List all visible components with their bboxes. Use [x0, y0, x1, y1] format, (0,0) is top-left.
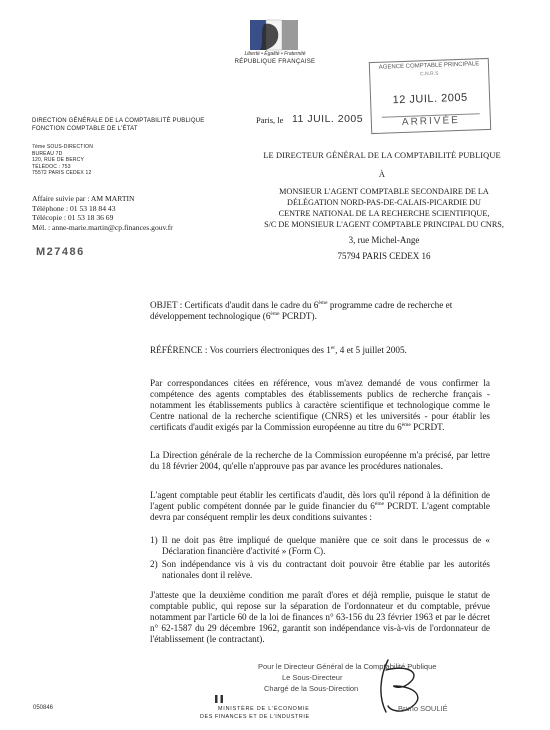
- signature-line2: Le Sous-Directeur: [282, 673, 343, 682]
- recipient-line: CENTRE NATIONAL DE LA RECHERCHE SCIENTIFIQUE,: [278, 209, 490, 218]
- sender-sub-line: 7ème SOUS-DIRECTION: [32, 144, 94, 150]
- paragraph-2: La Direction générale de la recherche de la Commission européenne m'a précisé, par lettre du 18 février 2004, qu'elle n'approuve pas par avance les procédures nationales.: [150, 450, 490, 471]
- recipient-city: 75794 PARIS CEDEX 16: [337, 251, 431, 261]
- stamp-agency: AGENCE COMPTABLE PRINCIPALE: [378, 61, 480, 71]
- objet-text1: Certificats d'audit dans le cadre du 6: [184, 300, 319, 310]
- sender-line2: FONCTION COMPTABLE DE L'ÉTAT: [32, 126, 138, 132]
- contact-line: Télécopie : 01 53 18 36 69: [32, 213, 114, 222]
- condition-1: 1) Il ne doit pas être impliqué de quelque manière que ce soit dans le processus de « Déclaration financière d'activité » (Form C).: [150, 535, 490, 556]
- paragraph-3-sup: ème: [374, 500, 385, 507]
- paragraph-1-sup: ème: [401, 421, 411, 428]
- recipient-street: 3, rue Michel-Ange: [348, 235, 420, 245]
- ministry-line2: DES FINANCES ET DE L'INDUSTRIE: [200, 714, 310, 720]
- condition-2: 2) Son indépendance vis à vis du contractant doit pouvoir être établie par les autorités nationales dont il relève.: [150, 559, 490, 580]
- paragraph-3-end: PCRDT. L'agent comptable devra par conséquent remplir les deux conditions suivantes :: [150, 501, 490, 522]
- sender-sub-line: 75572 PARIS CEDEX 12: [32, 170, 92, 176]
- recipient-line: MONSIEUR L'AGENT COMPTABLE SECONDAIRE DE LA: [279, 187, 489, 196]
- objet-label: OBJET :: [150, 300, 183, 310]
- place-date-prefix: Paris, le: [256, 115, 284, 125]
- signatory-name: Bruno SOULIÉ: [398, 704, 448, 713]
- reference-line: [150, 345, 490, 356]
- paragraph-4: J'atteste que la deuxième condition me paraît d'ores et déjà remplie, puisque le statut de comptable public, qui repose sur la séparation de l'ordonnateur et du comptable, prévue notamment par l'article 60 de la loi de finances n° 63-156 du 23 février 1963 et par le décret n° 62-1587 du 29 décembre 1962, garantit son indépendance vis-à-vis de l'ordonnateur de l'établissement (le contractant).: [150, 590, 490, 644]
- sender-sub-block: [32, 144, 93, 177]
- recipient-line: S/C DE MONSIEUR L'AGENT COMPTABLE PRINCIPAL DU CNRS,: [264, 220, 504, 229]
- paragraph-1-end: PCRDT.: [410, 422, 445, 432]
- document-code: 050846: [33, 705, 54, 711]
- objet-sup1: ème: [318, 299, 328, 306]
- contact-block: [32, 194, 173, 232]
- objet-line: [150, 300, 482, 322]
- reference-sup: er: [330, 344, 336, 351]
- reference-text1: Vos courriers électroniques des 1: [209, 345, 331, 355]
- contact-line: Téléphone : 01 53 18 84 43: [32, 203, 116, 213]
- signature-line3: Chargé de la Sous-Direction: [264, 684, 359, 693]
- objet-text2: programme cadre de recherche et développement technologique (6: [150, 300, 453, 321]
- republic-motto: Liberté • Égalité • Fraternité: [244, 51, 306, 57]
- objet-sup2: ème: [270, 310, 280, 317]
- from-title: LE DIRECTEUR GÉNÉRAL DE LA COMPTABILITÉ PUBLIQUE: [263, 151, 501, 160]
- contact-line: Affaire suivie par : AM MARTIN: [32, 194, 135, 203]
- paragraph-1-text: Par correspondances citées en référence, vous m'avez demandé de vous confirmer la compétence des agents comptables des établissements publics de recherche français - notamment les établissements publics à caractère scientifique et technologique comme le Centre national de la recherche scientifique (CNRS) et les universités - pour établir les certificats d'audit exigés par la Commission européenne au titre du 6: [150, 378, 490, 432]
- reception-stamp: [369, 58, 491, 134]
- objet-text3: PCRDT).: [279, 311, 317, 321]
- to-word: À: [378, 169, 386, 179]
- recipient-line: DÉLÉGATION NORD-PAS-DE-CALAIS-PICARDIE DU: [287, 198, 481, 207]
- reference-label: RÉFÉRENCE :: [150, 345, 208, 355]
- recipient-block: [248, 186, 520, 262]
- reference-text2: , 4 et 5 juillet 2005.: [335, 345, 407, 355]
- ministry-line1: MINISTÈRE DE L'ÉCONOMIE: [218, 706, 310, 712]
- paragraph-3: [150, 490, 490, 523]
- handwritten-date: 11 JUIL. 2005: [292, 113, 364, 125]
- ministry-emblem-icon: [214, 694, 224, 704]
- paragraph-1: [150, 378, 490, 433]
- republic-name: RÉPUBLIQUE FRANÇAISE: [234, 59, 316, 65]
- sender-sub-line: 120, RUE DE BERCY: [32, 157, 85, 163]
- sender-sub-line: BUREAU 7D: [32, 150, 63, 157]
- stamp-status: ARRIVÉE: [382, 113, 480, 128]
- stamp-date: 12 JUIL. 2005: [392, 91, 468, 107]
- contact-line: Mél. : anne-marie.martin@cp.finances.gouv.fr: [32, 222, 173, 232]
- republic-logo: [220, 18, 330, 80]
- sender-sub-line: TÉLÉDOC : 753: [32, 163, 71, 170]
- reference-number-stamp: M27486: [36, 246, 85, 258]
- paragraph-3-text: L'agent comptable peut établir les certificats d'audit, dès lors qu'il répond à la définition de l'agent public compétent donnée par le guide financier du 6: [150, 490, 490, 511]
- signature-line1: Pour le Directeur Général de la Comptabilité Publique: [258, 662, 437, 671]
- stamp-agency-sub: C.N.R.S: [419, 70, 439, 78]
- sender-line1: DIRECTION GÉNÉRALE DE LA COMPTABILITÉ PUBLIQUE: [32, 118, 205, 124]
